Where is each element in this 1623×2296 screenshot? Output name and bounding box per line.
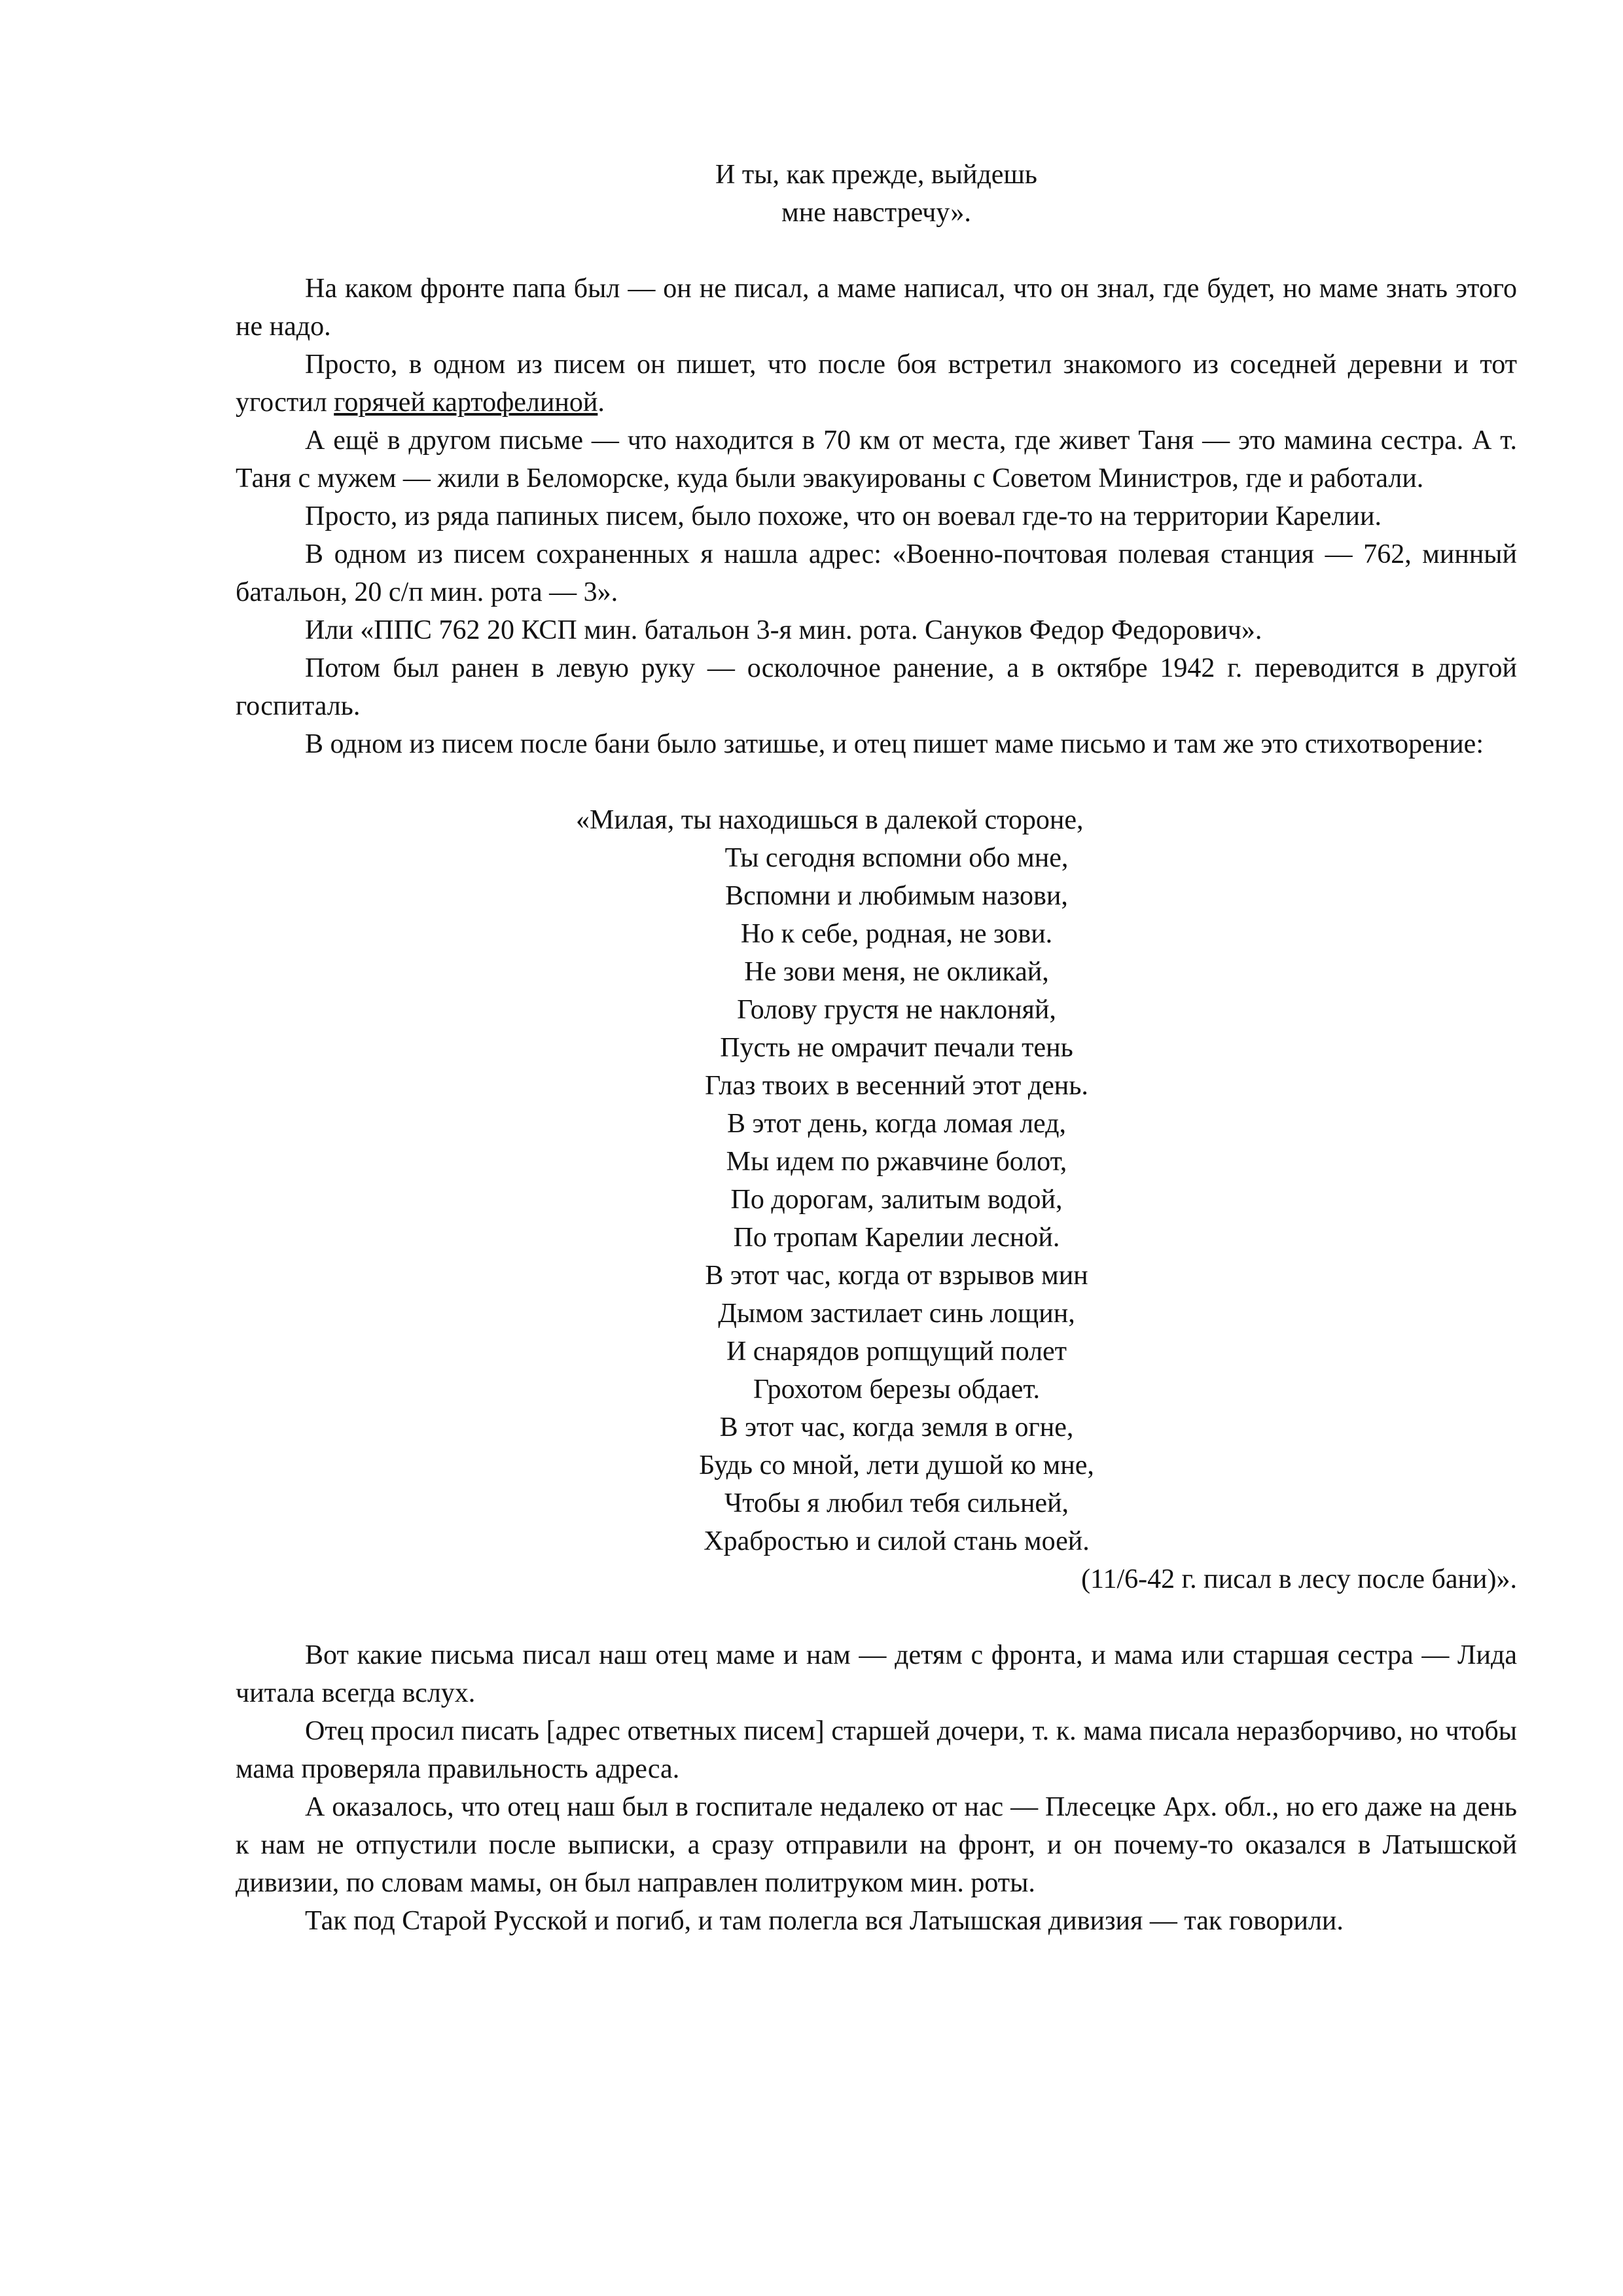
paragraph bbox=[236, 346, 1517, 422]
poem-line: По тропам Карелии лесной. bbox=[733, 1223, 1060, 1253]
paragraph-text: . bbox=[597, 387, 605, 418]
epigraph-line: мне навстречу». bbox=[781, 198, 971, 228]
epigraph bbox=[236, 156, 1517, 232]
poem-line: Грохотом березы обдает. bbox=[753, 1374, 1041, 1405]
poem-line: В этот день, когда ломая лед, bbox=[726, 1109, 1067, 1139]
poem-line: И снарядов ропщущий полет bbox=[726, 1336, 1067, 1367]
paragraph: На каком фронте папа был — он не писал, а маме написал, что он знал, где будет, но маме знать этого не надо. bbox=[236, 274, 1517, 342]
poem bbox=[576, 801, 1191, 1560]
poem-line: Дымом застилает синь лощин, bbox=[718, 1299, 1075, 1329]
poem-line: Пусть не омрачит печали тень bbox=[720, 1033, 1073, 1063]
poem-line: Вспомни и любимым назови, bbox=[725, 881, 1068, 911]
poem-line: Глаз твоих в весенний этот день. bbox=[705, 1071, 1088, 1101]
paragraph: В одном из писем после бани было затишье, и отец пишет маме письмо и там же это стихотворение: bbox=[305, 729, 1484, 759]
paragraph: В одном из писем сохраненных я нашла адрес: «Военно-почтовая полевая станция — 762, минный батальон, 20 с/п мин. рота — 3». bbox=[236, 539, 1517, 607]
poem-line: Ты сегодня вспомни обо мне, bbox=[724, 843, 1069, 873]
poem-line: Но к себе, родная, не зови. bbox=[740, 919, 1053, 949]
paragraph-text: Просто, в одном из писем он пишет, что после боя встретил знакомого из соседней деревни и тот угостил bbox=[236, 350, 1517, 418]
poem-line: Храбростью и силой стань моей. bbox=[704, 1526, 1090, 1556]
paragraph: А оказалось, что отец наш был в госпитале недалеко от нас — Плесецке Арх. обл., но его даже на день к нам не отпустили после выписки, а сразу отправили на фронт, и он почему-то оказался в Латышской дивизии, по словам мамы, он был направлен политруком мин. роты. bbox=[236, 1792, 1517, 1898]
poem-signature: (11/6-42 г. писал в лесу после бани)». bbox=[1081, 1564, 1517, 1594]
paragraph: Или «ППС 762 20 КСП мин. батальон 3-я мин. рота. Сануков Федор Федорович». bbox=[305, 615, 1262, 645]
poem-line: Не зови меня, не окликай, bbox=[744, 957, 1049, 987]
paragraph: А ещё в другом письме — что находится в 70 км от места, где живет Таня — это мамина сестра. А т. Таня с мужем — жили в Беломорске, куда были эвакуированы с Советом Министров, где и работали. bbox=[236, 425, 1517, 493]
paragraph: Отец просил писать [адрес ответных писем] старшей дочери, т. к. мама писала неразборчиво, но чтобы мама проверяла правильность адреса. bbox=[236, 1716, 1517, 1784]
paragraph: Потом был ранен в левую руку — осколочное ранение, а в октябре 1942 г. переводится в другой госпиталь. bbox=[236, 653, 1517, 721]
paragraph: Вот какие письма писал наш отец маме и нам — детям с фронта, и мама или старшая сестра — Лида читала всегда вслух. bbox=[236, 1640, 1517, 1708]
underlined-phrase: горячей картофелиной bbox=[334, 387, 598, 418]
poem-line: В этот час, когда земля в огне, bbox=[719, 1412, 1074, 1443]
paragraph: Просто, из ряда папиных писем, было похоже, что он воевал где-то на территории Карелии. bbox=[305, 501, 1382, 531]
poem-line: Чтобы я любил тебя сильней, bbox=[724, 1488, 1069, 1518]
poem-line: «Милая, ты находишься в далекой стороне, bbox=[576, 805, 1084, 835]
poem-line: Мы идем по ржавчине болот, bbox=[726, 1147, 1067, 1177]
poem-line: Голову грустя не наклоняй, bbox=[737, 995, 1056, 1025]
document-page bbox=[236, 156, 1517, 1940]
poem-line: По дорогам, залитым водой, bbox=[730, 1185, 1063, 1215]
poem-line: Будь со мной, лети душой ко мне, bbox=[699, 1450, 1094, 1480]
paragraph: Так под Старой Русской и погиб, и там полегла вся Латышская дивизия — так говорили. bbox=[305, 1906, 1344, 1936]
epigraph-line: И ты, как прежде, выйдешь bbox=[715, 160, 1037, 190]
poem-line: В этот час, когда от взрывов мин bbox=[705, 1261, 1088, 1291]
